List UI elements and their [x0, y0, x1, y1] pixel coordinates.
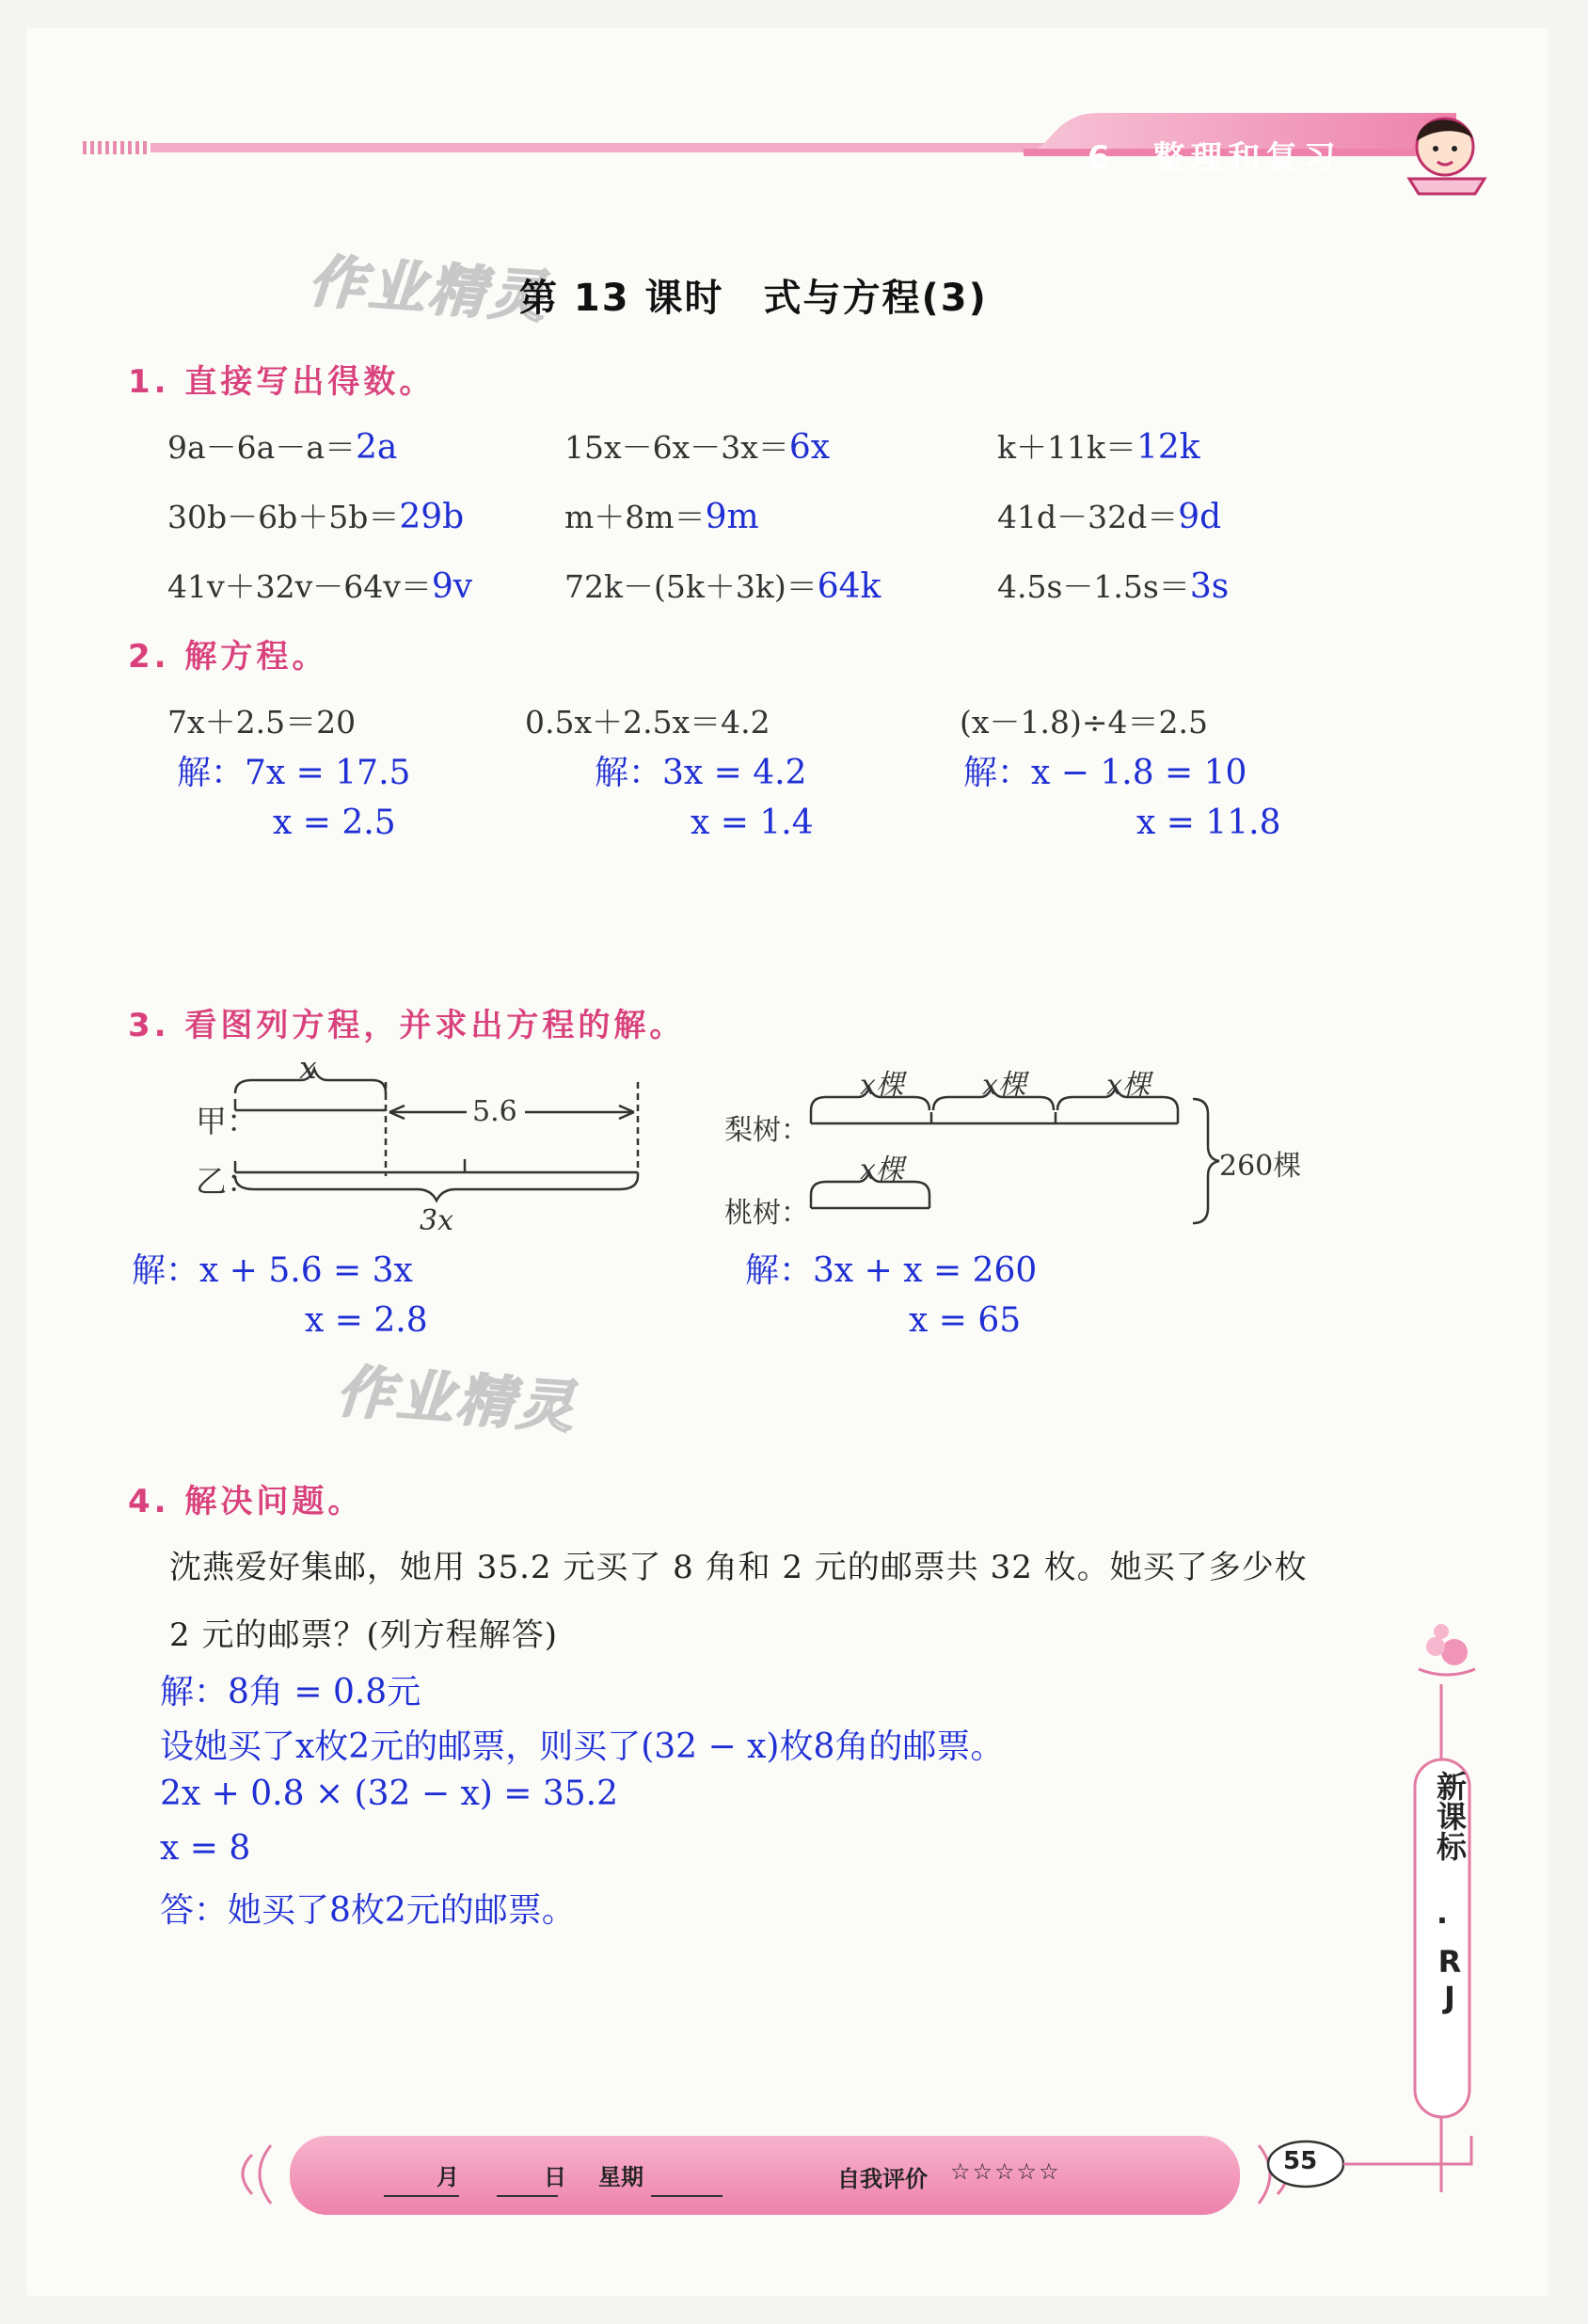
- equation-1: 7x＋2.5＝20: [167, 704, 357, 740]
- side-tab-edition: RJ: [1432, 1944, 1468, 2015]
- footer-banner: [233, 2117, 1296, 2230]
- footer-day: 日: [544, 2164, 566, 2190]
- expr-3-2: 72k－(5k＋3k)＝64k: [564, 567, 881, 606]
- expr-1-2: 15x－6x－3x＝6x: [564, 428, 831, 467]
- expr-1-1: 9a－6a－a＝2a: [167, 428, 398, 467]
- expr-1-3: k＋11k＝12k: [997, 428, 1200, 467]
- answer-line2: 设她买了x枚2元的邮票，则买了(32 − x)枚8角的邮票。: [160, 1727, 1005, 1766]
- watermark-top: 作业精灵: [306, 248, 551, 331]
- diagram2-solution-line2: x = 65: [909, 1301, 1022, 1340]
- section4-title: 4. 解决问题。: [128, 1483, 364, 1520]
- label-pear: 梨树：: [724, 1114, 809, 1147]
- problem-line2: 2 元的邮票？(列方程解答): [169, 1616, 558, 1654]
- equation-3: (x－1.8)÷4＝2.5: [960, 704, 1208, 740]
- total-label: 260棵: [1219, 1150, 1302, 1183]
- footer-stars: ☆☆☆☆☆: [950, 2158, 1061, 2185]
- answer-line4: x = 8: [160, 1829, 251, 1868]
- pear-seg-label-2: x棵: [982, 1069, 1026, 1102]
- diagram1-lines: [167, 1054, 657, 1242]
- footer-month: 月: [437, 2164, 459, 2190]
- diagram1-x-label: x: [299, 1049, 317, 1086]
- diagram1-solution-line2: x = 2.8: [305, 1301, 428, 1340]
- footer-weekday: 星期: [598, 2164, 643, 2190]
- expr-3-3: 4.5s－1.5s＝3s: [997, 567, 1230, 606]
- diagram1-label-yi: 乙：: [196, 1163, 258, 1200]
- peach-seg-label: x棵: [860, 1154, 904, 1186]
- pear-seg-label-1: x棵: [860, 1069, 904, 1102]
- diagram1-label-jia: 甲：: [196, 1103, 258, 1139]
- chapter-heading: [1088, 132, 1342, 178]
- section3-title: 3. 看图列方程，并求出方程的解。: [128, 1007, 686, 1044]
- diagram1-solution-line1: 解：x + 5.6 = 3x: [132, 1251, 413, 1290]
- section2-title: 2. 解方程。: [128, 638, 328, 676]
- watermark-middle: 作业精灵: [334, 1359, 580, 1441]
- lesson-title: 第 13 课时 式与方程(3): [519, 277, 988, 320]
- side-tab-dot: ·: [1436, 1902, 1449, 1938]
- diagram1-arrow-label: 5.6: [472, 1095, 517, 1128]
- workbook-page: [26, 28, 1548, 2296]
- equation-1-step1: 解：7x = 17.5: [177, 754, 411, 792]
- equation-3-step1: 解：x − 1.8 = 10: [963, 754, 1247, 792]
- expr-2-1: 30b－6b＋5b＝29b: [167, 498, 465, 536]
- answer-line1: 解：8角 = 0.8元: [160, 1673, 421, 1711]
- expr-3-1: 41v＋32v－64v＝9v: [167, 567, 473, 606]
- expr-2-2: m＋8m＝9m: [564, 498, 759, 536]
- answer-line3: 2x + 0.8 × (32 − x) = 35.2: [160, 1775, 619, 1813]
- diagram1-3x-label: 3x: [420, 1204, 454, 1237]
- equation-1-step2: x = 2.5: [273, 804, 396, 842]
- expr-2-3: 41d－32d＝9d: [997, 498, 1222, 536]
- equation-2: 0.5x＋2.5x＝4.2: [525, 704, 770, 740]
- equation-3-step2: x = 11.8: [1136, 804, 1281, 842]
- diagram2-solution-line1: 解：3x + x = 260: [745, 1251, 1038, 1290]
- footer-self-eval: 自我评价: [837, 2166, 928, 2192]
- label-peach: 桃树：: [724, 1197, 809, 1230]
- equation-2-step2: x = 1.4: [691, 804, 814, 842]
- section1-title: 1. 直接写出得数。: [128, 363, 436, 401]
- pear-seg-label-3: x棵: [1106, 1069, 1151, 1102]
- answer-line5: 答：她买了8枚2元的邮票。: [160, 1891, 576, 1930]
- chapter-number: 6: [1088, 139, 1116, 177]
- page-number: 55: [1283, 2147, 1318, 2175]
- equation-2-step1: 解：3x = 4.2: [595, 754, 807, 792]
- side-tab-text: 新课标: [1432, 1771, 1468, 1861]
- chapter-title: 整理和复习: [1152, 139, 1342, 177]
- problem-line1: 沈燕爱好集邮，她用 35.2 元买了 8 角和 2 元的邮票共 32 枚。她买了多少枚: [169, 1549, 1308, 1586]
